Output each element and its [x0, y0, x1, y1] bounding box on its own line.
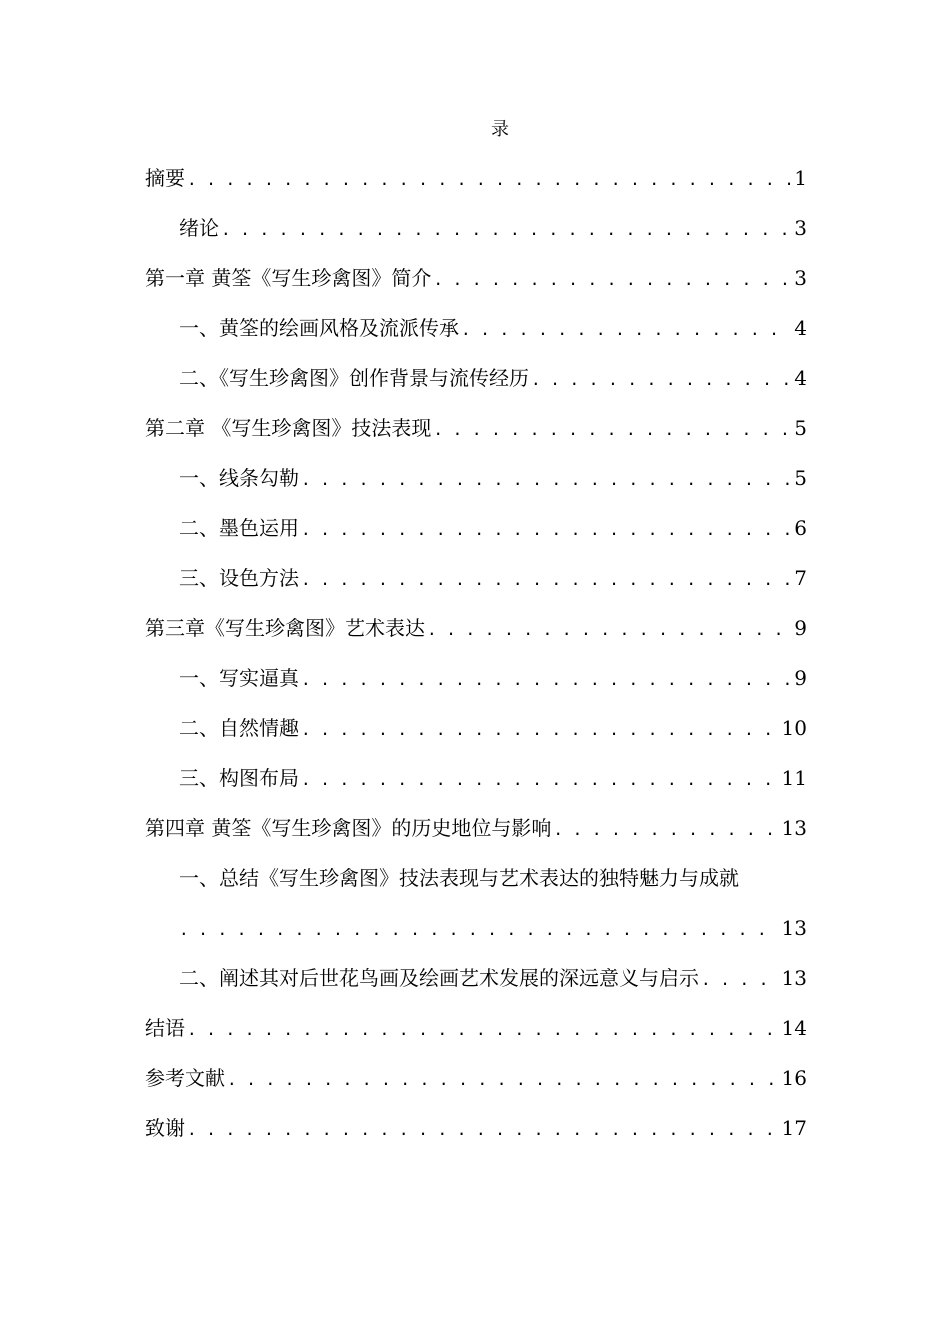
toc-page-number: 5	[794, 466, 807, 490]
dot-leader	[187, 166, 792, 194]
toc-entry-acknowledgements[interactable]	[145, 1114, 807, 1164]
dot-leader	[301, 566, 792, 594]
dot-leader	[221, 216, 792, 244]
toc-entry-label: 摘要	[145, 166, 185, 190]
toc-entry-chapter-4-section-2[interactable]	[145, 964, 807, 1014]
dot-leader	[187, 1016, 780, 1044]
toc-page-number: 5	[794, 416, 807, 440]
toc-page-number: 6	[794, 516, 807, 540]
toc-entry-label: 二、《写生珍禽图》创作背景与流传经历	[179, 366, 529, 390]
toc-page-number: 3	[794, 216, 807, 240]
toc-page-number: 4	[794, 316, 807, 340]
toc-entry-label: 一、总结《写生珍禽图》技法表现与艺术表达的独特魅力与成就	[179, 866, 739, 890]
toc-entry-label: 三、构图布局	[179, 766, 299, 790]
dot-leader	[301, 716, 780, 744]
dot-leader	[531, 366, 792, 394]
toc-page-number: 3	[794, 266, 807, 290]
toc-page-number: 13	[781, 816, 807, 840]
dot-leader	[227, 1066, 780, 1094]
toc-entry-chapter-3[interactable]	[145, 614, 807, 664]
dot-leader	[433, 266, 792, 294]
toc-entry-references[interactable]	[145, 1064, 807, 1114]
toc-title: 录	[491, 119, 509, 140]
toc-entry-label: 二、阐述其对后世花鸟画及绘画艺术发展的深远意义与启示	[179, 966, 699, 990]
toc-entry-label: 一、黄筌的绘画风格及流派传承	[179, 316, 459, 340]
toc-entry-chapter-1-section-1[interactable]	[145, 314, 807, 364]
toc-page-number: 13	[781, 916, 807, 940]
toc-entry-label: 一、写实逼真	[179, 666, 299, 690]
toc-entry-label: 三、设色方法	[179, 566, 299, 590]
toc-entry-chapter-4-section-1[interactable]	[145, 864, 807, 914]
toc-entry-chapter-2-section-3[interactable]	[145, 564, 807, 614]
toc-entry-chapter-4[interactable]	[145, 814, 807, 864]
toc-entry-conclusion[interactable]	[145, 1014, 807, 1064]
toc-entry-chapter-1-section-2[interactable]	[145, 364, 807, 414]
dot-leader	[301, 466, 792, 494]
toc-entry-introduction[interactable]	[145, 214, 807, 264]
toc-entry-chapter-4-section-1-continuation[interactable]	[145, 914, 807, 964]
toc-entry-chapter-2-section-1[interactable]	[145, 464, 807, 514]
toc-page-number: 9	[794, 666, 807, 690]
dot-leader	[179, 916, 780, 944]
dot-leader	[701, 966, 780, 994]
toc-page-number: 9	[794, 616, 807, 640]
toc-entry-abstract[interactable]	[145, 164, 807, 214]
toc-page-number: 11	[781, 766, 807, 790]
toc-entry-label: 致谢	[145, 1116, 185, 1140]
toc-entry-chapter-3-section-3[interactable]	[145, 764, 807, 814]
toc-entry-label: 第三章《写生珍禽图》艺术表达	[145, 616, 425, 640]
toc-page-number: 4	[794, 366, 807, 390]
toc-page-number: 13	[781, 966, 807, 990]
toc-page-number: 17	[781, 1116, 807, 1140]
dot-leader	[553, 816, 779, 844]
toc-entry-chapter-2-section-2[interactable]	[145, 514, 807, 564]
dot-leader	[187, 1116, 780, 1144]
toc-page-number: 16	[781, 1066, 807, 1090]
toc-page-number: 1	[794, 166, 807, 190]
toc-entry-label: 结语	[145, 1016, 185, 1040]
toc-page-number: 7	[794, 566, 807, 590]
dot-leader	[301, 766, 780, 794]
toc-page-number: 14	[781, 1016, 807, 1040]
toc-page-number: 10	[781, 716, 807, 740]
dot-leader	[301, 516, 792, 544]
toc-entry-label: 参考文献	[145, 1066, 225, 1090]
toc-entry-label: 第四章 黄筌《写生珍禽图》的历史地位与影响	[145, 816, 552, 840]
dot-leader	[461, 316, 792, 344]
dot-leader	[433, 416, 792, 444]
toc-entry-label: 绪论	[179, 216, 219, 240]
dot-leader	[427, 616, 792, 644]
toc-entry-label: 第二章 《写生珍禽图》技法表现	[145, 416, 432, 440]
toc-entry-label: 第一章 黄筌《写生珍禽图》简介	[145, 266, 432, 290]
toc-entry-chapter-3-section-1[interactable]	[145, 664, 807, 714]
toc-entry-chapter-3-section-2[interactable]	[145, 714, 807, 764]
table-of-contents	[145, 164, 807, 1164]
dot-leader	[301, 666, 792, 694]
toc-entry-chapter-1[interactable]	[145, 264, 807, 314]
toc-entry-chapter-2[interactable]	[145, 414, 807, 464]
toc-entry-label: 二、自然情趣	[179, 716, 299, 740]
toc-entry-label: 一、线条勾勒	[179, 466, 299, 490]
toc-entry-label: 二、墨色运用	[179, 516, 299, 540]
